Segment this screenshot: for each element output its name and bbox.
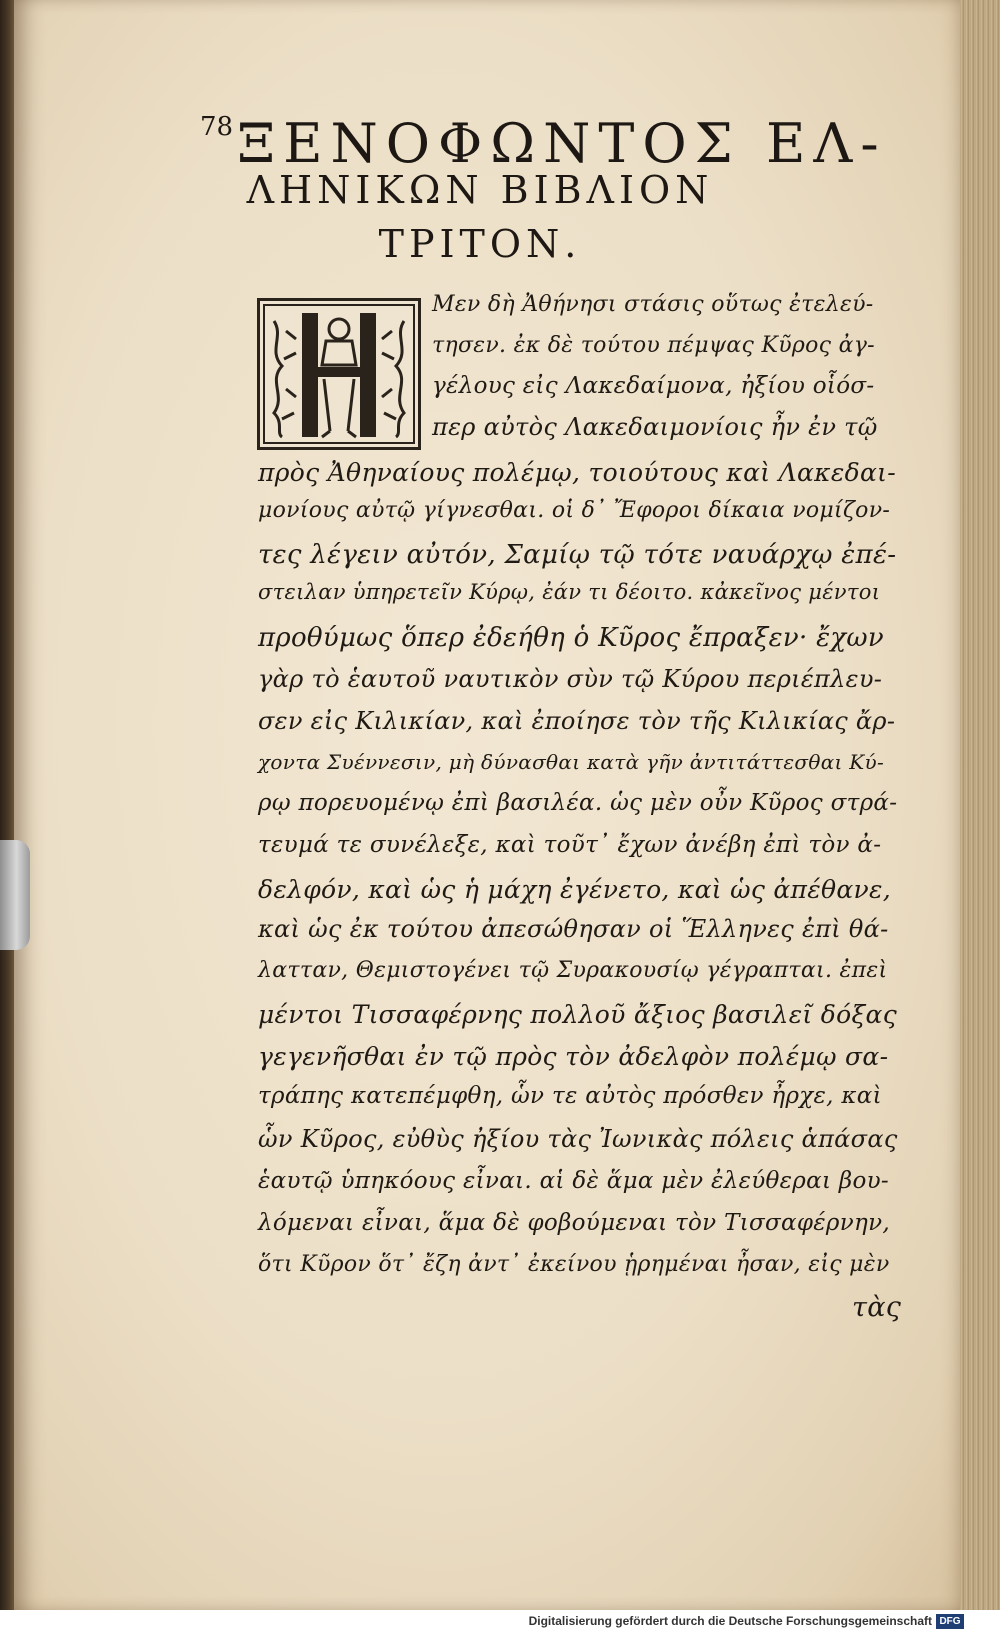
footer-bar [0, 1610, 1000, 1634]
dfg-logo-icon: DFG [936, 1614, 964, 1629]
text-line: μονίους αὐτῷ γίγνεσθαι. οἱ δ᾽ Ἔφοροι δίκαια νομίζον- [258, 498, 891, 523]
text-line: ὅτι Κῦρον ὅτ᾽ ἔζη ἀντ᾽ ἐκείνου ᾑρημέναι ἦσαν, εἰς μὲν [258, 1252, 890, 1277]
page-clip [0, 840, 30, 950]
text-line: λατταν, Θεμιστογένει τῷ Συρακουσίῳ γέγραπται. ἐπεὶ [258, 958, 888, 983]
text-line: γὰρ τὸ ἑαυτοῦ ναυτικὸν σὺν τῷ Κύρου περιέπλευ- [258, 665, 883, 693]
text-line: προθύμως ὅπερ ἐδεήθη ὁ Κῦρος ἔπραξεν· ἔχων [258, 623, 884, 653]
text-line: τὰς [852, 1292, 902, 1323]
text-line: πρὸς Ἀθηναίους πολέμῳ, τοιούτους καὶ Λακεδαι- [258, 458, 896, 487]
page-edges [960, 0, 1000, 1610]
text-line: γεγενῆσθαι ἐν τῷ πρὸς τὸν ἀδελφὸν πολέμῳ σα- [258, 1042, 889, 1071]
text-line: τες λέγειν αὐτόν, Σαμίῳ τῷ τότε ναυάρχῳ ἐπέ- [258, 540, 897, 570]
text-line: τευμά τε συνέλεξε, καὶ τοῦτ᾽ ἔχων ἀνέβη ἐπὶ τὸν ἀ- [258, 832, 882, 858]
text-line: ὧν Κῦρος, εὐθὺς ἠξίου τὰς Ἰωνικὰς πόλεις ἁπάσας [258, 1125, 898, 1153]
text-line: δελφόν, καὶ ὡς ἡ μάχη ἐγένετο, καὶ ὡς ἀπέθανε, [258, 875, 891, 904]
book-binding [0, 0, 14, 1610]
digitization-credit: Digitalisierung gefördert durch die Deutsche Forschungsgemeinschaft [528, 1614, 932, 1628]
book-title-line-3: ΤΡΙΤΟΝ. [378, 222, 582, 266]
text-line: καὶ ὡς ἐκ τούτου ἀπεσώθησαν οἱ Ἕλληνες ἐπὶ θά- [258, 915, 889, 943]
page-number: 78 [200, 112, 234, 142]
text-line: ρῳ πορευομένῳ ἐπὶ βασιλέα. ὡς μὲν οὖν Κῦρος στρά- [258, 790, 898, 816]
text-line: ἑαυτῷ ὑπηκόους εἶναι. αἱ δὲ ἅμα μὲν ἐλεύθεραι βου- [258, 1168, 889, 1194]
text-line: στειλαν ὑπηρετεῖν Κύρῳ, ἐάν τι δέοιτο. κἀκεῖνος μέντοι [258, 580, 881, 604]
text-line: τράπης κατεπέμφθη, ὧν τε αὐτὸς πρόσθεν ἦρχε, καὶ [258, 1083, 882, 1109]
decorated-initial-eta [257, 298, 421, 450]
text-line: λόμεναι εἶναι, ἅμα δὲ φοβούμεναι τὸν Τισσαφέρνην, [258, 1210, 890, 1236]
book-title-line-2: ΛΗΝΙΚΩΝ ΒΙΒΛΙΟΝ [246, 168, 714, 212]
text-line: σεν εἰς Κιλικίαν, καὶ ἐποίησε τὸν τῆς Κιλικίας ἄρ- [258, 707, 896, 735]
text-line: γέλους εἰς Λακεδαίμονα, ἠξίου οἷόσ- [432, 373, 875, 399]
woodcut-figure-icon [260, 301, 418, 447]
running-header [200, 112, 900, 175]
running-title: ΞΕΝΟΦΩΝΤΟΣ ΕΛ- [237, 112, 887, 175]
text-line: μέντοι Τισσαφέρνης πολλοῦ ἄξιος βασιλεῖ δόξας [258, 1000, 898, 1029]
text-line: τησεν. ἐκ δὲ τούτου πέμψας Κῦρος ἀγ- [432, 333, 875, 358]
text-line: περ αὐτὸς Λακεδαιμονίοις ἦν ἐν τῷ [432, 413, 878, 441]
text-line: Μεν δὴ Ἀθήνησι στάσις οὕτως ἐτελεύ- [432, 292, 874, 317]
text-line: χοντα Συέννεσιν, μὴ δύνασθαι κατὰ γῆν ἀντιτάττεσθαι Κύ- [258, 750, 885, 774]
